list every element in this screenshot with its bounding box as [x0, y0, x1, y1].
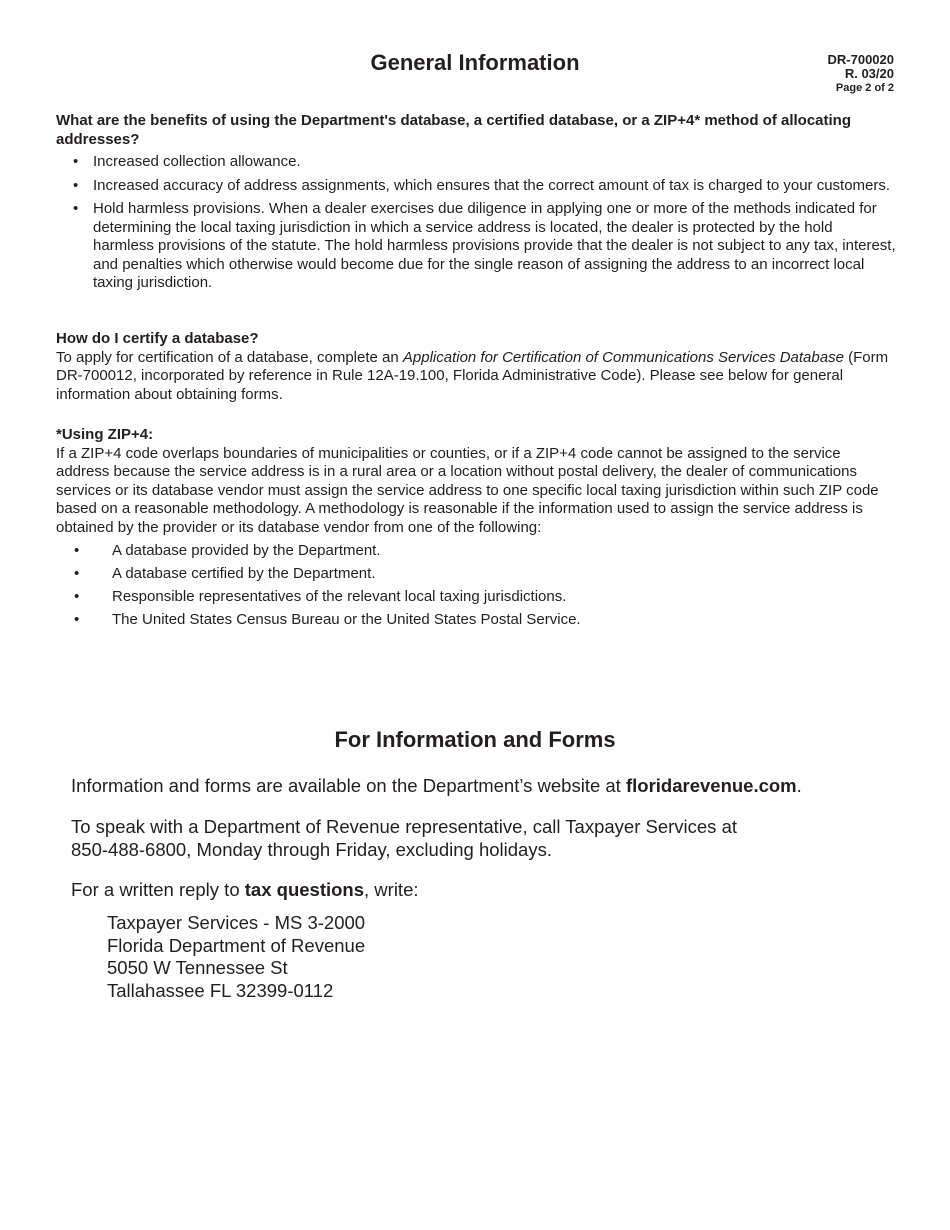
zip4-text: If a ZIP+4 code overlaps boundaries of municipalities or counties, or if a ZIP+4 code cannot be assigned to the service address because the service address is in a rural area or a location without postal delivery, the dealer of communications services or its database vendor must assign the service address to one specific local taxing jurisdiction within such ZIP code based on a reasonable methodology. A methodology is reasonable if the information used to assign the service address is obtained by the provider or its database vendor from one of the following:	[56, 444, 879, 536]
bullet-icon: •	[74, 542, 80, 559]
benefit-text: Hold harmless provisions. When a dealer exercises due diligence in applying one or more of the methods indicated for determining the local taxing jurisdiction in which a service address is located, the dealer is protected by the hold harmless provisions of the statute. The hold harmless provisions provide that the dealer is not subject to any tax, interest, and penalties which otherwise would become due for the single reason of assigning the address to an incorrect local taxing jurisdiction.	[93, 200, 896, 291]
written-before: For a written reply to	[71, 879, 245, 900]
list-item	[56, 588, 896, 607]
website-text: Information and forms are available on the Department’s website at	[71, 775, 626, 796]
phone-line-1: To speak with a Department of Revenue representative, call Taxpayer Services at	[71, 816, 737, 837]
phone-paragraph	[71, 816, 891, 861]
written-bold: tax questions	[244, 879, 365, 900]
certify-form-title: Application for Certification of Communications Services Database	[402, 348, 844, 366]
address-line: Florida Department of Revenue	[107, 934, 366, 956]
certify-question: How do I certify a database?	[56, 330, 259, 347]
website-paragraph	[71, 775, 891, 798]
mailing-address	[107, 912, 365, 1002]
form-number: DR-700020	[827, 52, 894, 67]
bullet-icon: •	[74, 611, 80, 628]
written-after: , write:	[364, 879, 419, 900]
bullet-icon: •	[73, 200, 79, 217]
zip4-heading: *Using ZIP+4:	[56, 426, 154, 443]
list-item	[56, 200, 896, 293]
benefit-text: Increased collection allowance.	[93, 153, 301, 170]
zip4-section	[56, 426, 896, 634]
bullet-icon: •	[73, 176, 79, 194]
certify-text	[56, 349, 896, 405]
form-revision: R. 03/20	[844, 66, 894, 81]
benefits-list	[56, 153, 896, 293]
list-item	[56, 611, 896, 630]
list-item	[56, 565, 896, 584]
page-title: General Information	[370, 50, 580, 75]
bullet-icon: •	[74, 565, 80, 582]
list-item	[56, 542, 896, 561]
form-info	[828, 53, 895, 95]
certify-text-before: To apply for certification of a database, complete an	[56, 348, 403, 366]
benefits-section	[56, 112, 896, 298]
address-line: Taxpayer Services - MS 3-2000	[107, 912, 366, 933]
benefits-question: What are the benefits of using the Department's database, a certified database, or a ZIP+4* method of allocating addresses?	[56, 112, 851, 148]
zip4-source: A database provided by the Department.	[112, 542, 381, 559]
bullet-icon: •	[73, 153, 79, 170]
list-item	[56, 153, 896, 172]
list-item	[56, 177, 896, 196]
page-number: Page 2 of 2	[835, 82, 894, 94]
phone-line-2: 850-488-6800, Monday through Friday, excluding holidays.	[71, 838, 552, 860]
website-end: .	[796, 775, 802, 796]
website-link[interactable]: floridarevenue.com	[625, 775, 797, 796]
certify-section	[56, 330, 896, 404]
address-line: 5050 W Tennessee St	[107, 957, 288, 978]
certify-text-after: (Form DR-700012, incorporated by reference in Rule 12A-19.100, Florida Administrative Code). Please see below for general information about obtaining forms.	[56, 348, 889, 403]
benefit-text: Increased accuracy of address assignments, which ensures that the correct amount of tax is charged to your customers.	[93, 176, 891, 194]
address-line: Tallahassee FL 32399-0112	[107, 979, 334, 1001]
bullet-icon: •	[74, 588, 80, 605]
zip4-list	[56, 542, 896, 630]
zip4-source: The United States Census Bureau or the United States Postal Service.	[112, 611, 581, 628]
info-title: For Information and Forms	[334, 727, 616, 752]
zip4-source: A database certified by the Department.	[112, 565, 376, 582]
zip4-source: Responsible representatives of the relevant local taxing jurisdictions.	[112, 588, 567, 605]
written-reply-paragraph	[71, 879, 891, 902]
